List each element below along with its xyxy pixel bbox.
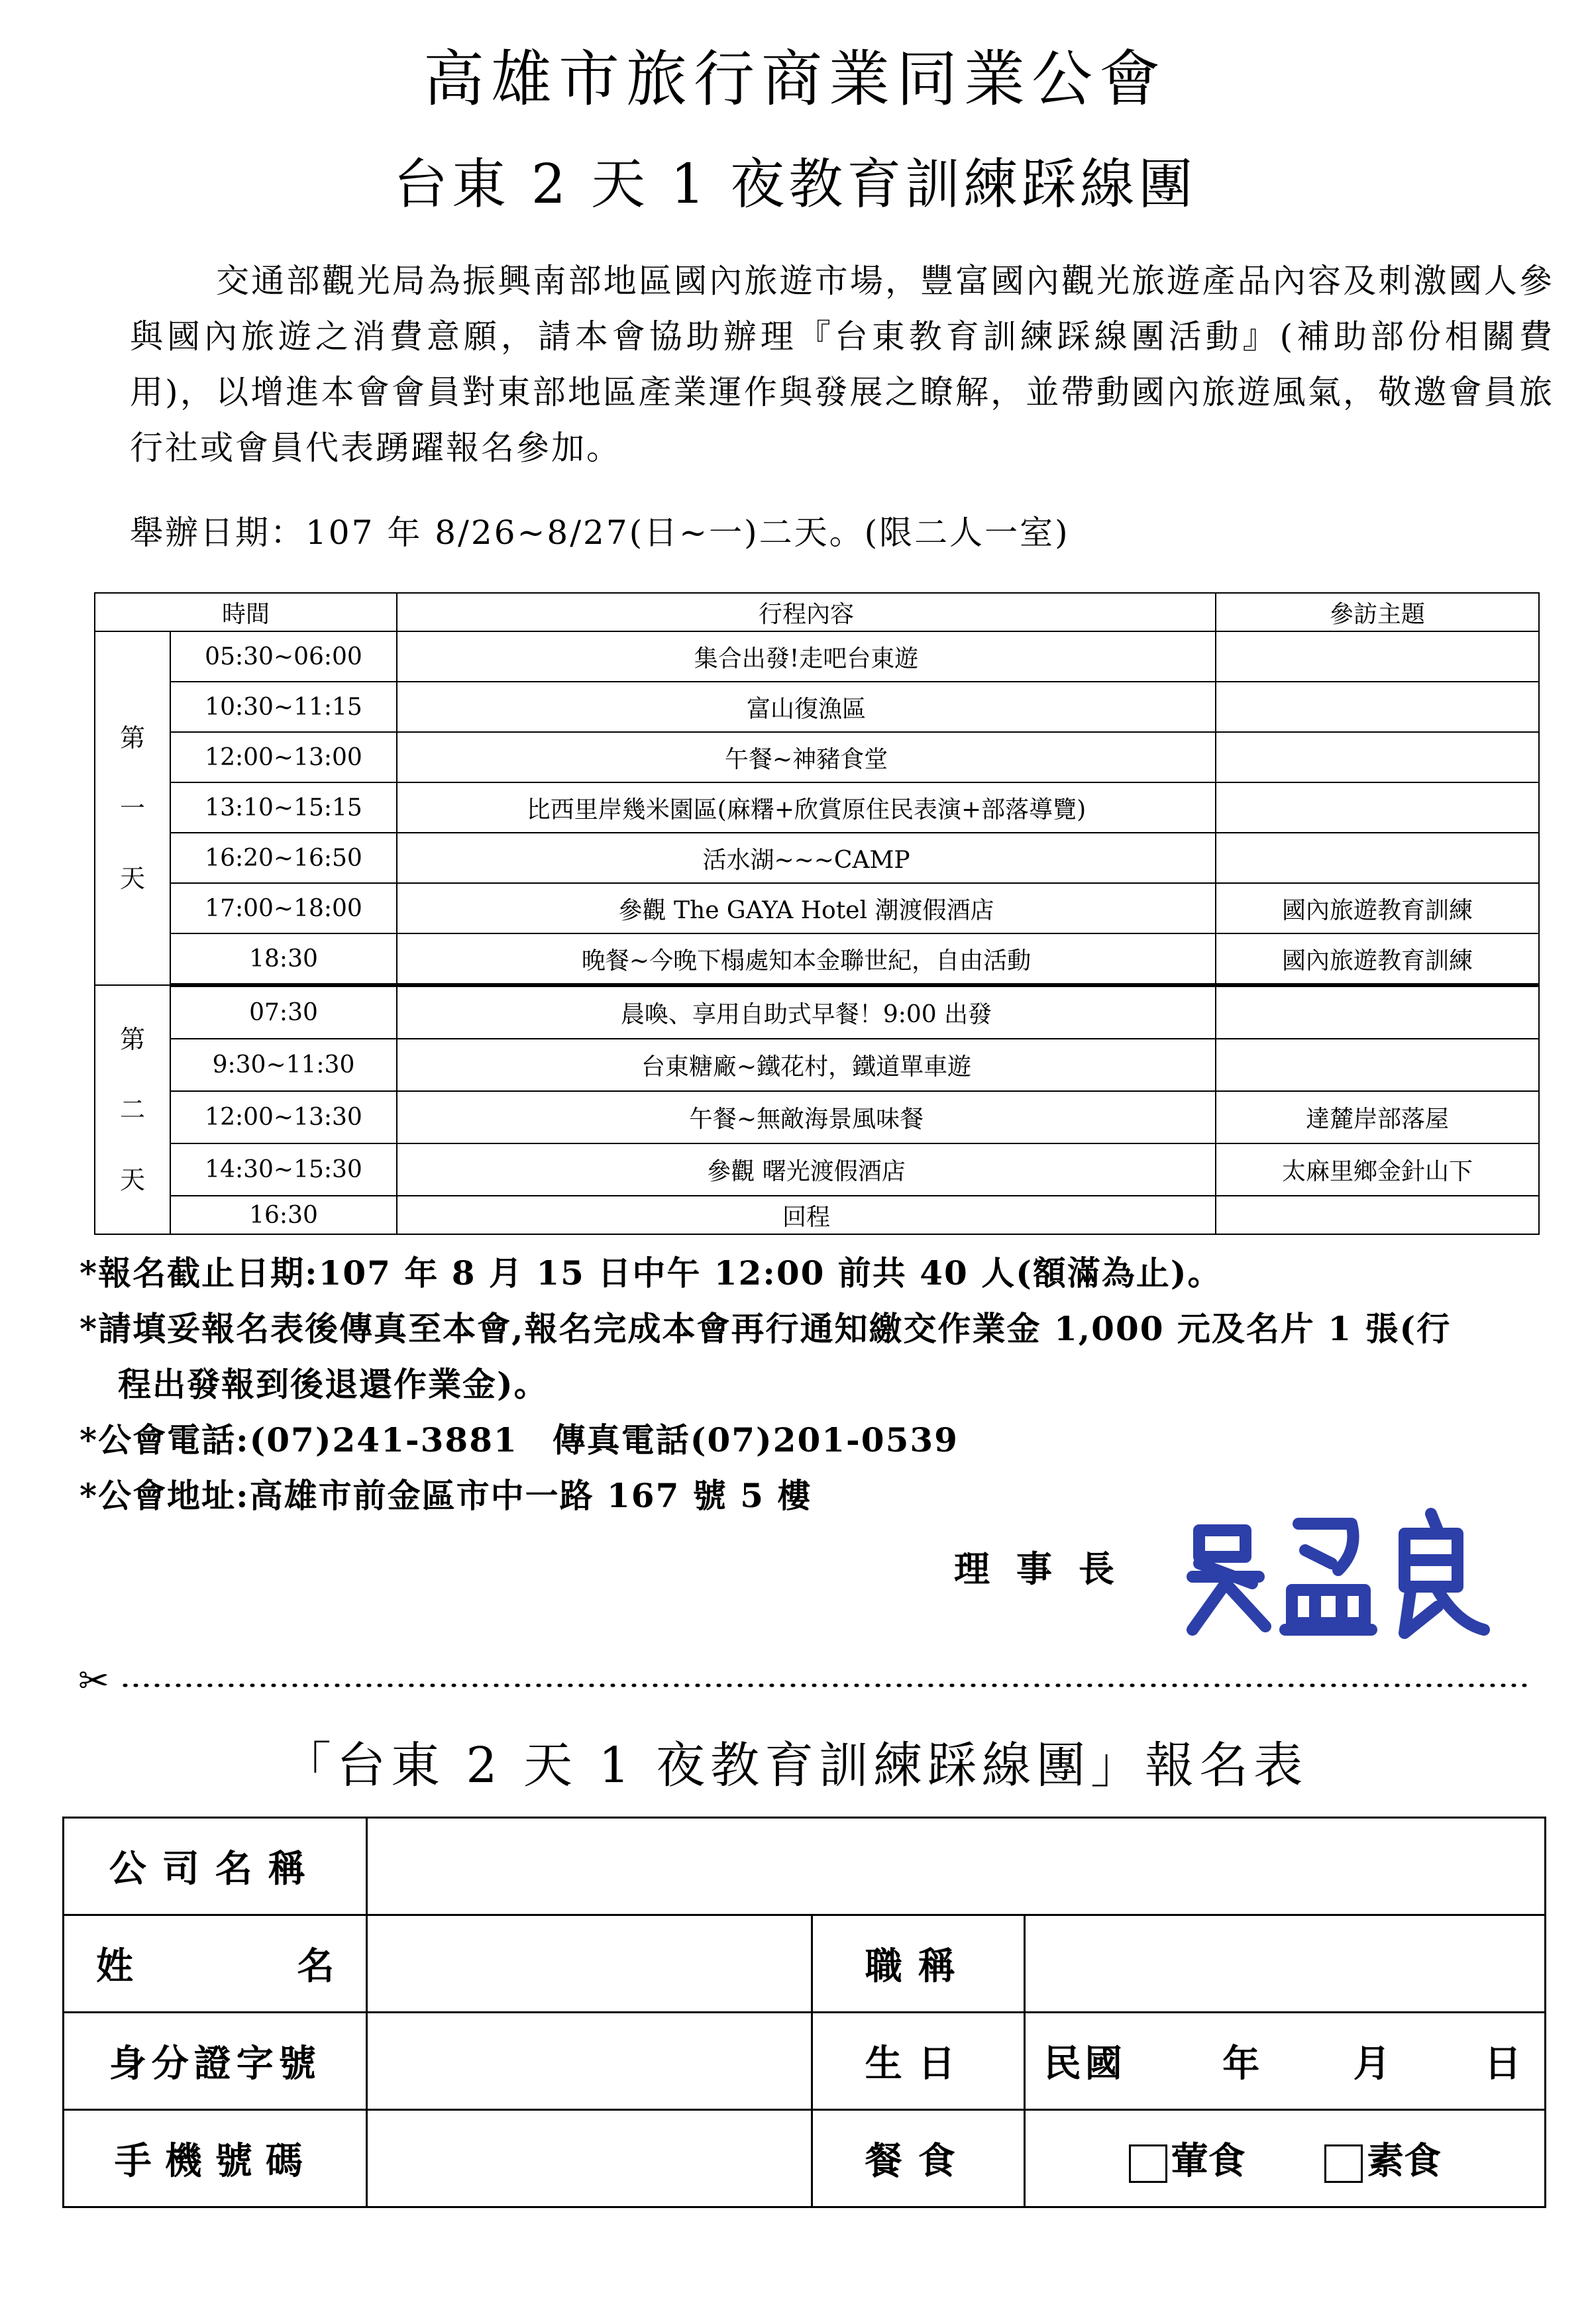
table-row bbox=[95, 833, 1539, 883]
header-time: 時間 bbox=[95, 593, 397, 631]
theme-cell bbox=[1216, 985, 1539, 1039]
vegetarian-option-label: 素食 bbox=[1367, 2139, 1442, 2183]
meat-checkbox[interactable] bbox=[1129, 2144, 1167, 2183]
registration-form bbox=[62, 1817, 1546, 2208]
time-cell: 9:30~11:30 bbox=[170, 1039, 397, 1091]
phone-label: 手機號碼 bbox=[64, 2110, 367, 2207]
event-date: 舉辦日期：107 年 8/26~8/27(日~一)二天。(限二人一室) bbox=[130, 513, 1070, 552]
day1-char: 一 bbox=[119, 794, 145, 823]
schedule-table bbox=[94, 592, 1540, 1235]
theme-cell: 國內旅遊教育訓練 bbox=[1216, 883, 1539, 933]
day2-label bbox=[95, 985, 170, 1234]
content-cell: 活水湖~~~CAMP bbox=[397, 833, 1216, 883]
birthday-month: 月 bbox=[1353, 2042, 1395, 2086]
page-title: 高雄市旅行商業同業公會 bbox=[423, 44, 1167, 115]
table-row bbox=[95, 782, 1539, 833]
form-row bbox=[64, 1818, 1546, 1915]
day1-char: 天 bbox=[119, 864, 145, 893]
time-cell: 17:00~18:00 bbox=[170, 883, 397, 933]
note-fax: *請填妥報名表後傳真至本會,報名完成本會再行通知繳交作業金 1,000 元及名片 1 張(行 bbox=[80, 1309, 1452, 1348]
content-cell: 午餐~神豬食堂 bbox=[397, 732, 1216, 782]
content-cell: 富山復漁區 bbox=[397, 682, 1216, 732]
time-cell: 14:30~15:30 bbox=[170, 1143, 397, 1196]
company-field[interactable] bbox=[367, 1818, 1546, 1915]
meal-options bbox=[1024, 2110, 1545, 2207]
signature bbox=[1173, 1504, 1491, 1643]
chairman-label: 理事長 bbox=[954, 1548, 1141, 1590]
company-label: 公司名稱 bbox=[64, 1818, 367, 1915]
birthday-prefix: 民國 bbox=[1043, 2042, 1126, 2086]
theme-cell bbox=[1216, 782, 1539, 833]
time-cell: 12:00~13:00 bbox=[170, 732, 397, 782]
schedule-header-row bbox=[95, 593, 1539, 631]
time-cell: 13:10~15:15 bbox=[170, 782, 397, 833]
content-cell: 午餐~無敵海景風味餐 bbox=[397, 1091, 1216, 1143]
table-row bbox=[95, 933, 1539, 985]
name-field[interactable] bbox=[367, 1915, 812, 2013]
content-cell: 比西里岸幾米園區(麻糬+欣賞原住民表演+部落導覽) bbox=[397, 782, 1216, 833]
time-cell: 16:30 bbox=[170, 1196, 397, 1234]
content-cell: 台東糖廠~鐵花村，鐵道單車遊 bbox=[397, 1039, 1216, 1091]
job-label: 職稱 bbox=[812, 1915, 1024, 2013]
day2-char: 第 bbox=[119, 1025, 145, 1054]
theme-cell: 國內旅遊教育訓練 bbox=[1216, 933, 1539, 985]
theme-cell bbox=[1216, 1039, 1539, 1091]
theme-cell: 太麻里鄉金針山下 bbox=[1216, 1143, 1539, 1196]
note-fax-cont: 程出發報到後退還作業金)。 bbox=[118, 1365, 549, 1404]
table-row bbox=[95, 732, 1539, 782]
day2-char: 天 bbox=[119, 1165, 145, 1194]
day1-char: 第 bbox=[119, 723, 145, 753]
notes-section bbox=[80, 1245, 1564, 1524]
content-cell: 晚餐~今晚下榻處知本金聯世紀，自由活動 bbox=[397, 933, 1216, 985]
content-cell: 晨喚、享用自助式早餐！9:00 出發 bbox=[397, 985, 1216, 1039]
birthday-label: 生日 bbox=[812, 2013, 1024, 2110]
meat-option-label: 葷食 bbox=[1171, 2139, 1246, 2183]
id-field[interactable] bbox=[367, 2013, 812, 2110]
time-cell: 18:30 bbox=[170, 933, 397, 985]
phone-field[interactable] bbox=[367, 2110, 812, 2207]
name-label: 姓名 bbox=[64, 1915, 367, 2013]
birthday-year: 年 bbox=[1222, 2042, 1264, 2086]
day1-label bbox=[95, 631, 170, 985]
table-row bbox=[95, 1039, 1539, 1091]
content-cell: 回程 bbox=[397, 1196, 1216, 1234]
header-theme: 參訪主題 bbox=[1216, 593, 1539, 631]
time-cell: 07:30 bbox=[170, 985, 397, 1039]
time-cell: 12:00~13:30 bbox=[170, 1091, 397, 1143]
intro-paragraph bbox=[130, 253, 1554, 476]
table-row bbox=[95, 1196, 1539, 1234]
theme-cell bbox=[1216, 631, 1539, 682]
birthday-field[interactable] bbox=[1024, 2013, 1545, 2110]
form-row bbox=[64, 2110, 1546, 2207]
birthday-day: 日 bbox=[1484, 2042, 1526, 2086]
theme-cell bbox=[1216, 732, 1539, 782]
content-cell: 集合出發!走吧台東遊 bbox=[397, 631, 1216, 682]
theme-cell bbox=[1216, 682, 1539, 732]
note-address: *公會地址:高雄市前金區市中一路 167 號 5 樓 bbox=[80, 1476, 812, 1515]
table-row bbox=[95, 682, 1539, 732]
form-row bbox=[64, 2013, 1546, 2110]
table-row bbox=[95, 1143, 1539, 1196]
form-title: 「台東 2 天 1 夜教育訓練踩線團」報名表 bbox=[282, 1737, 1308, 1794]
meal-label: 餐食 bbox=[812, 2110, 1024, 2207]
note-phone: *公會電話:(07)241-3881 傳真電話(07)201-0539 bbox=[80, 1420, 959, 1459]
table-row bbox=[95, 883, 1539, 933]
page-subtitle: 台東 2 天 1 夜教育訓練踩線團 bbox=[393, 153, 1197, 216]
day2-char: 二 bbox=[119, 1095, 145, 1124]
theme-cell bbox=[1216, 833, 1539, 883]
id-label: 身分證字號 bbox=[64, 2013, 367, 2110]
vegetarian-checkbox[interactable] bbox=[1324, 2144, 1363, 2183]
content-cell: 參觀 The GAYA Hotel 潮渡假酒店 bbox=[397, 883, 1216, 933]
time-cell: 05:30~06:00 bbox=[170, 631, 397, 682]
theme-cell bbox=[1216, 1196, 1539, 1234]
time-cell: 10:30~11:15 bbox=[170, 682, 397, 732]
job-field[interactable] bbox=[1024, 1915, 1545, 2013]
theme-cell: 達麓岸部落屋 bbox=[1216, 1091, 1539, 1143]
intro-text: 交通部觀光局為振興南部地區國內旅遊市場，豐富國內觀光旅遊產品內容及刺激國人參與國內旅遊之消費意願，請本會協助辦理『台東教育訓練踩線團活動』(補助部份相關費用)，以增進本會會員對東部地區產業運作與發展之瞭解，並帶動國內旅遊風氣，敬邀會員旅行社或會員代表踴躍報名參加。 bbox=[130, 262, 1554, 467]
table-row bbox=[95, 1091, 1539, 1143]
header-content: 行程內容 bbox=[397, 593, 1216, 631]
content-cell: 參觀 曙光渡假酒店 bbox=[397, 1143, 1216, 1196]
time-cell: 16:20~16:50 bbox=[170, 833, 397, 883]
note-deadline: *報名截止日期:107 年 8 月 15 日中午 12:00 前共 40 人(額滿為止)。 bbox=[80, 1253, 1222, 1293]
cut-line bbox=[78, 1663, 1536, 1703]
scissors-icon: ✂ bbox=[78, 1663, 109, 1703]
form-row bbox=[64, 1915, 1546, 2013]
table-row bbox=[95, 631, 1539, 682]
table-row bbox=[95, 985, 1539, 1039]
